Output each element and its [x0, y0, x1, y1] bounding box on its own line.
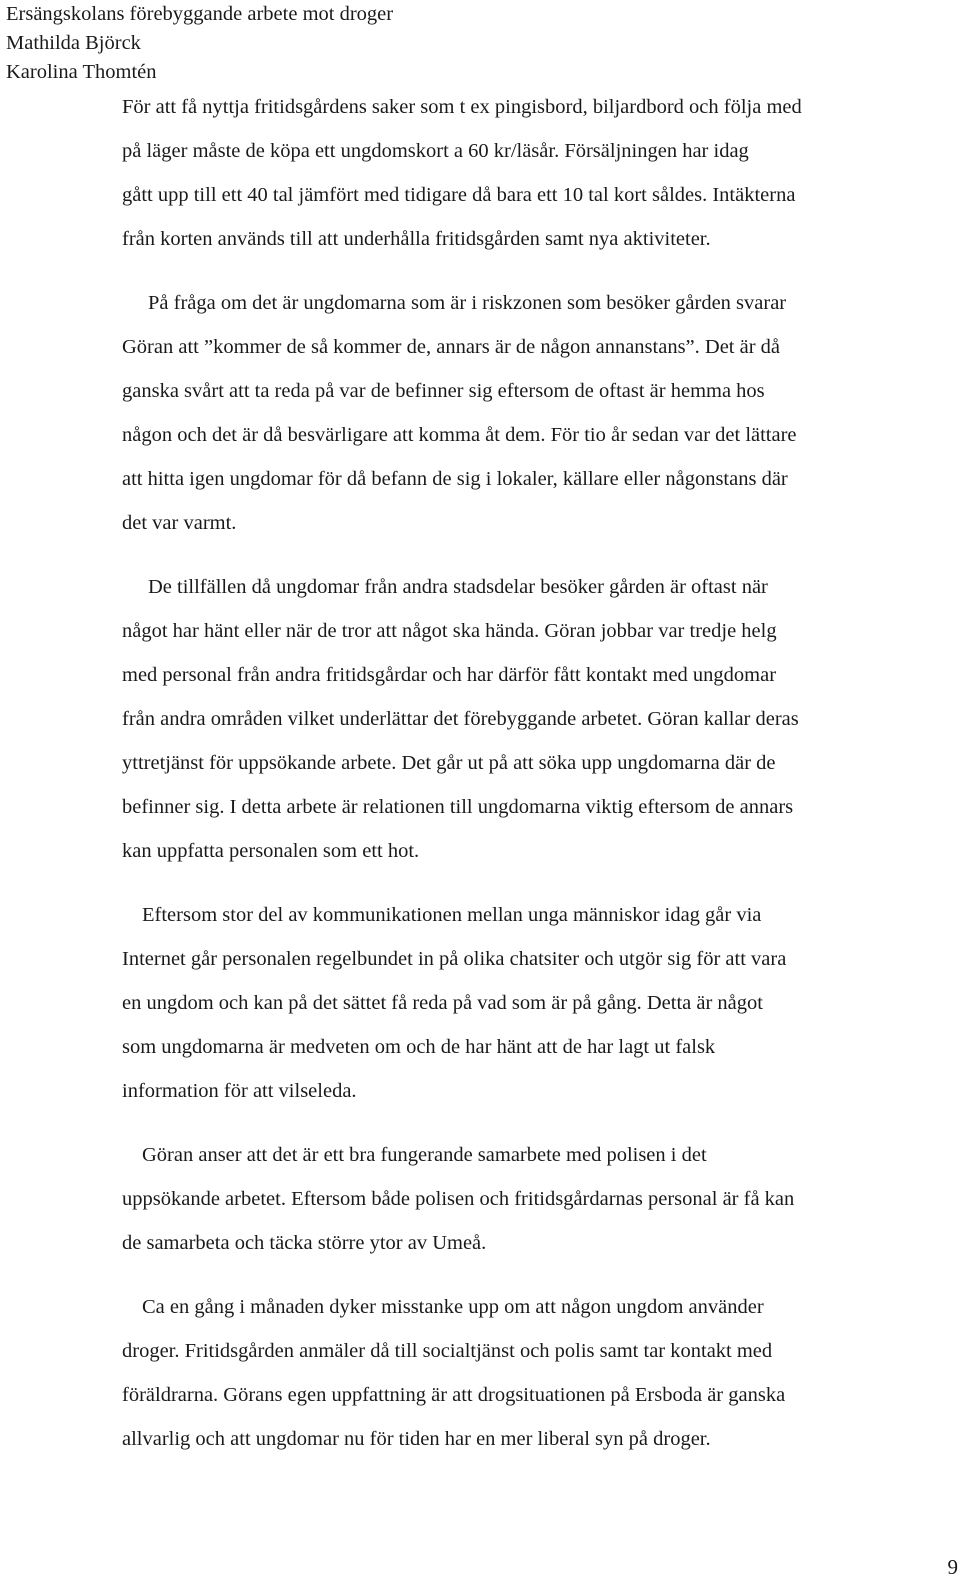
text-line: information för att vilseleda. [122, 1080, 357, 1102]
page-number: 9 [947, 1555, 958, 1579]
author-name: Mathilda Björck [6, 32, 141, 54]
text-line: med personal från andra fritidsgårdar och har därför fått kontakt med ungdomar [122, 664, 777, 686]
document-body [122, 85, 958, 1461]
text-line: befinner sig. I detta arbete är relationen till ungdomarna viktig eftersom de annars [122, 796, 794, 818]
text-line: Internet går personalen regelbundet in på olika chatsiter och utgör sig för att vara [122, 948, 787, 970]
text-line: Göran att ”kommer de så kommer de, annars är de någon annanstans”. Det är då [122, 336, 781, 358]
paragraph-spacer [122, 545, 958, 565]
paragraph-spacer [122, 1113, 958, 1133]
text-line: På fråga om det är ungdomarna som är i riskzonen som besöker gården svarar [148, 292, 787, 314]
text-line: på läger måste de köpa ett ungdomskort a 60 kr/läsår. Försäljningen har idag [122, 140, 749, 162]
paragraph [122, 281, 958, 545]
text-line: en ungdom och kan på det sättet få reda på vad som är på gång. Detta är något [122, 992, 763, 1014]
text-line: att hitta igen ungdomar för då befann de sig i lokaler, källare eller någonstans där [122, 468, 788, 490]
paragraph [122, 1133, 958, 1265]
document-header [6, 0, 393, 87]
paragraph-spacer [122, 261, 958, 281]
text-line: kan uppfatta personalen som ett hot. [122, 840, 420, 862]
text-line: gått upp till ett 40 tal jämfört med tidigare då bara ett 10 tal kort såldes. Intäkterna [122, 184, 796, 206]
paragraph-spacer [122, 1265, 958, 1285]
author-name: Karolina Thomtén [6, 61, 157, 83]
paragraph [122, 1285, 958, 1461]
text-line: De tillfällen då ungdomar från andra stadsdelar besöker gården är oftast när [148, 576, 768, 598]
text-line: från andra områden vilket underlättar det förebyggande arbetet. Göran kallar deras [122, 708, 799, 730]
text-line: något har hänt eller när de tror att något ska hända. Göran jobbar var tredje helg [122, 620, 777, 642]
text-line: uppsökande arbetet. Eftersom både polisen och fritidsgårdarnas personal är få kan [122, 1188, 795, 1210]
paragraph [122, 565, 958, 873]
paragraph [122, 85, 958, 261]
text-line: Eftersom stor del av kommunikationen mellan unga människor idag går via [142, 904, 762, 926]
text-line: För att få nyttja fritidsgårdens saker som t ex pingisbord, biljardbord och följa med [122, 96, 802, 118]
text-line: Ca en gång i månaden dyker misstanke upp om att någon ungdom använder [142, 1296, 764, 1318]
text-line: ganska svårt att ta reda på var de befinner sig eftersom de oftast är hemma hos [122, 380, 765, 402]
text-line: de samarbeta och täcka större ytor av Umeå. [122, 1232, 487, 1254]
text-line: Göran anser att det är ett bra fungerande samarbete med polisen i det [142, 1144, 707, 1166]
text-line: som ungdomarna är medveten om och de har hänt att de har lagt ut falsk [122, 1036, 716, 1058]
text-line: någon och det är då besvärligare att komma åt dem. För tio år sedan var det lättare [122, 424, 797, 446]
text-line: det var varmt. [122, 512, 237, 534]
paragraph-spacer [122, 873, 958, 893]
text-line: yttretjänst för uppsökande arbete. Det går ut på att söka upp ungdomarna där de [122, 752, 776, 774]
text-line: föräldrarna. Görans egen uppfattning är att drogsituationen på Ersboda är ganska [122, 1384, 786, 1406]
document-title: Ersängskolans förebyggande arbete mot droger [6, 3, 394, 25]
text-line: från korten används till att underhålla fritidsgården samt nya aktiviteter. [122, 228, 711, 250]
text-line: allvarlig och att ungdomar nu för tiden har en mer liberal syn på droger. [122, 1428, 711, 1450]
paragraph [122, 893, 958, 1113]
text-line: droger. Fritidsgården anmäler då till socialtjänst och polis samt tar kontakt med [122, 1340, 773, 1362]
